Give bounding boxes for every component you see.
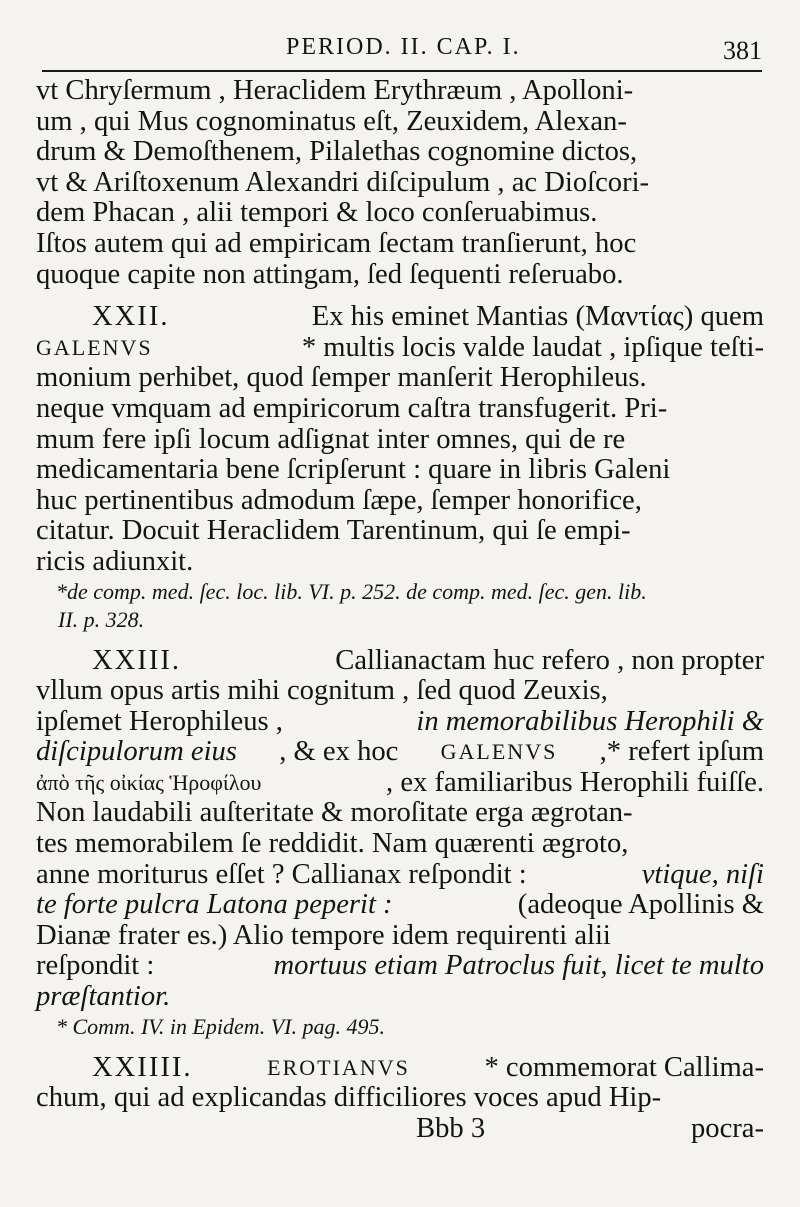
page-footer [36,1114,764,1145]
text-line: XXIIII. EROTIANVS * commemorat Callima- [92,1051,764,1083]
paragraph-xxiii [36,646,764,1041]
paragraph-xxiiii [36,1053,764,1114]
text-line: medicamentaria bene ſcripſerunt : quare in libris Galeni [36,454,671,486]
text-line: vllum opus artis mihi cognitum , ſed quod Zeuxis, [36,675,608,707]
text-line: Non laudabili auſteritate & moroſitate erga ægrotan- [36,797,633,829]
text-line: XXII. Ex his eminet Mantias (Μαντίας) quem [92,301,764,333]
text-line: um , qui Mus cognominatus eſt, Zeuxidem, Alexan- [36,105,627,137]
text-line: ricis adiunxit. [36,545,194,577]
text-line: anne moriturus eſſet ? Callianax reſpondit : vtique, niſi [36,858,764,890]
text-line: Dianæ frater es.) Alio tempore idem requirenti alii [36,919,611,951]
text-line: citatur. Docuit Heraclidem Tarentinum, qui ſe empi- [36,515,631,547]
text-line: mum fere ipſi locum adſignat inter omnes, qui de re [36,423,626,455]
text-line: GALENVS * multis locis valde laudat , ipſique teſti- [36,331,764,363]
text-line: neque vmquam ad empiricorum caſtra transfugerit. Pri- [36,392,668,424]
running-head: PERIOD. II. CAP. I. [286,34,521,60]
paragraph-xxii [36,302,764,633]
text-line: tes memorabilem ſe reddidit. Nam quærenti ægroto, [36,828,629,860]
footnote: * Comm. IV. in Epidem. VI. pag. 495. [56,1013,385,1039]
text-line: monium perhibet, quod ſemper manſerit Herophileus. [36,362,647,394]
text-line: te forte pulcra Latona peperit : (adeoque Apollinis & [36,889,764,921]
text-line: Iſtos autem qui ad empiricam ſectam tranſierunt, hoc [36,227,637,259]
text-line: vt Chryſermum , Heraclidem Erythræum , Apolloni- [36,75,634,106]
text-line: dem Phacan , alii tempori & loco conſeruabimus. [36,197,598,229]
author-name: GALENVS [36,334,153,360]
author-name: GALENVS [440,739,558,765]
page-number: 381 [723,36,762,65]
text-line: præſtantior. [36,981,171,1013]
section-numeral: XXII. [92,301,170,333]
page-body [36,76,764,1144]
signature-mark: Bbb 3 [416,1112,486,1144]
catchword: pocra- [690,1112,764,1144]
text-line: chum, qui ad explicandas difficiliores voces apud Hip- [36,1082,662,1114]
text-line: XXIII. Callianactam huc refero , non propter [92,644,764,676]
author-name: EROTIANVS [267,1054,410,1080]
greek-phrase: ἀπὸ τῆς οἰκίας Ἡροφίλου [36,769,262,795]
paragraph-1 [36,76,764,290]
text-line: reſpondit : mortuus etiam Patroclus fuit, licet te multo [36,950,764,982]
page-header [36,30,762,70]
text-line: vt & Ariſtoxenum Alexandri diſcipulum , ac Dioſcori- [36,166,650,198]
text-line: diſcipulorum eius , & ex hoc GALENVS ,* refert ipſum [36,736,764,768]
section-numeral: XXIII. [92,644,182,676]
text-line: ipſemet Herophileus , in memorabilibus Herophili & [36,705,764,737]
text-line: ἀπὸ τῆς οἰκίας Ἡροφίλου , ex familiaribus Herophili fuiſſe. [36,766,764,798]
text-line: quoque capite non attingam, ſed ſequenti reſeruabo. [36,258,624,290]
footnote: *de comp. med. ſec. loc. lib. VI. p. 252. de comp. med. ſec. gen. lib. [56,578,647,604]
header-rule [42,70,762,72]
section-numeral: XXIIII. [92,1051,193,1083]
text-line: huc pertinentibus admodum ſæpe, ſemper honorifice, [36,484,642,516]
text-line: drum & Demoſthenem, Pilalethas cognomine dictos, [36,136,638,168]
footnote: II. p. 328. [58,606,145,632]
